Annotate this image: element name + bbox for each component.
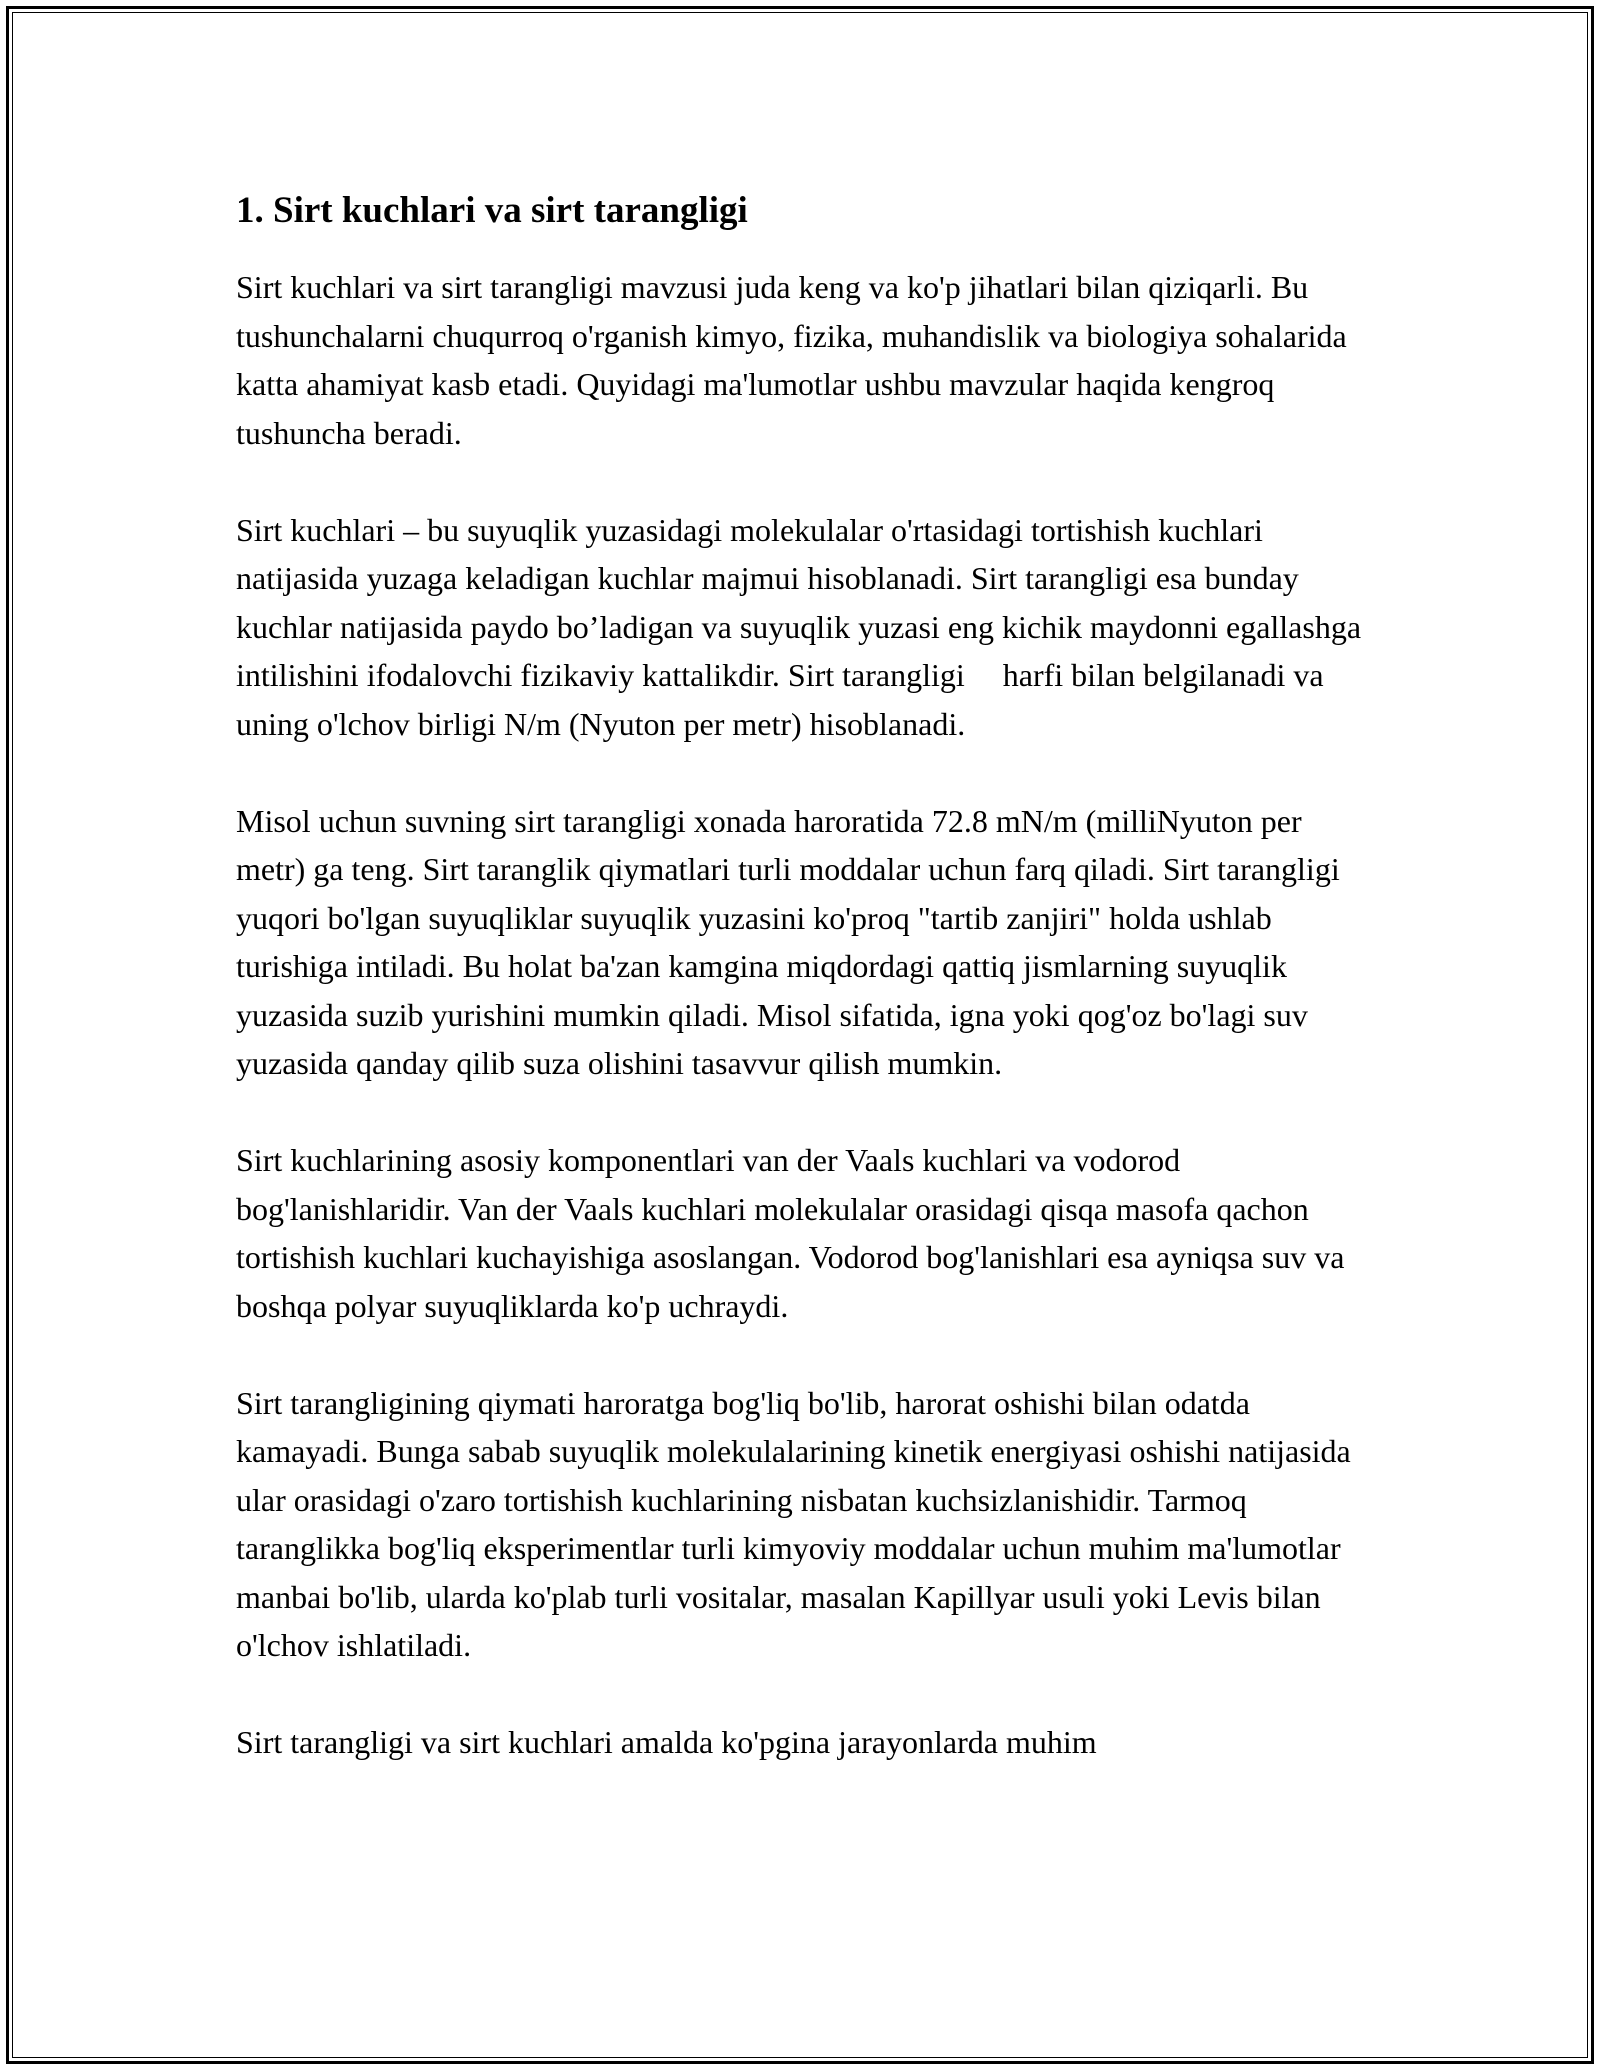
paragraph-components: Sirt kuchlarining asosiy komponentlari van der Vaals kuchlari va vodorod bog'lanishlaridir. Van der Vaals kuchlari molekulalar orasidagi qisqa masofa qachon tortishish kuchlari kuchayishiga asoslangan. Vodorod bog'lanishlari esa ayniqsa suv va boshqa polyar suyuqliklarda ko'p uchraydi.: [236, 1142, 1345, 1324]
paragraph-intro: Sirt kuchlari va sirt tarangligi mavzusi juda keng va ko'p jihatlari bilan qiziqarli. Bu tushunchalarni chuqurroq o'rganish kimyo, fizika, muhandislik va biologiya sohalarida katta ahamiyat kasb etadi. Quyidagi ma'lumotlar ushbu mavzular haqida kengroq tushuncha beradi.: [236, 269, 1347, 451]
paragraph-temperature: Sirt tarangligining qiymati haroratga bog'liq bo'lib, harorat oshishi bilan odatda kamayadi. Bunga sabab suyuqlik molekulalarining kinetik energiyasi oshishi natijasida ular orasidagi o'zaro tortishish kuchlarining nisbatan kuchsizlanishidir. Tarmoq taranglikka bog'liq eksperimentlar turli kimyoviy moddalar uchun muhim ma'lumotlar manbai bo'lib, ularda ko'plab turli vositalar, masalan Kapillyar usuli yoki Levis bilan o'lchov ishlatiladi.: [236, 1384, 1351, 1663]
paragraph-applications: Sirt tarangligi va sirt kuchlari amalda ko'pgina jarayonlarda muhim: [236, 1724, 1097, 1760]
document-body: [236, 183, 1376, 1815]
paragraph-definition-part-1: Sirt kuchlari – bu suyuqlik yuzasidagi molekulalar o'rtasidagi tortishish kuchlari natijasida yuzaga keladigan kuchlar majmui hisoblanadi. Sirt tarangligi esa bunday kuchlar natijasida paydo bo’ladigan va suyuqlik yuzasi eng kichik maydonni egallashga intilishini ifodalovchi fizikaviy kattalikdir. Sirt tarangligi: [236, 511, 1362, 693]
paragraph-definition: [236, 506, 1376, 749]
section-heading: 1. Sirt kuchlari va sirt tarangligi: [236, 190, 748, 231]
paragraph-definition-part-2: harfi bilan belgilanadi va uning o'lchov birligi N/m (Nyuton per metr) hisoblanadi.: [236, 657, 1324, 742]
paragraph-example: Misol uchun suvning sirt tarangligi xonada haroratida 72.8 mN/m (milliNyuton per metr) ga teng. Sirt taranglik qiymatlari turli moddalar uchun farq qiladi. Sirt tarangligi yuqori bo'lgan suyuqliklar suyuqlik yuzasini ko'proq "tartib zanjiri" holda ushlab turishiga intiladi. Bu holat ba'zan kamgina miqdordagi qattiq jismlarning suyuqlik yuzasida suzib yurishini mumkin qiladi. Misol sifatida, igna yoki qog'oz bo'lagi suv yuzasida qanday qilib suza olishini tasavvur qilish mumkin.: [236, 802, 1340, 1081]
